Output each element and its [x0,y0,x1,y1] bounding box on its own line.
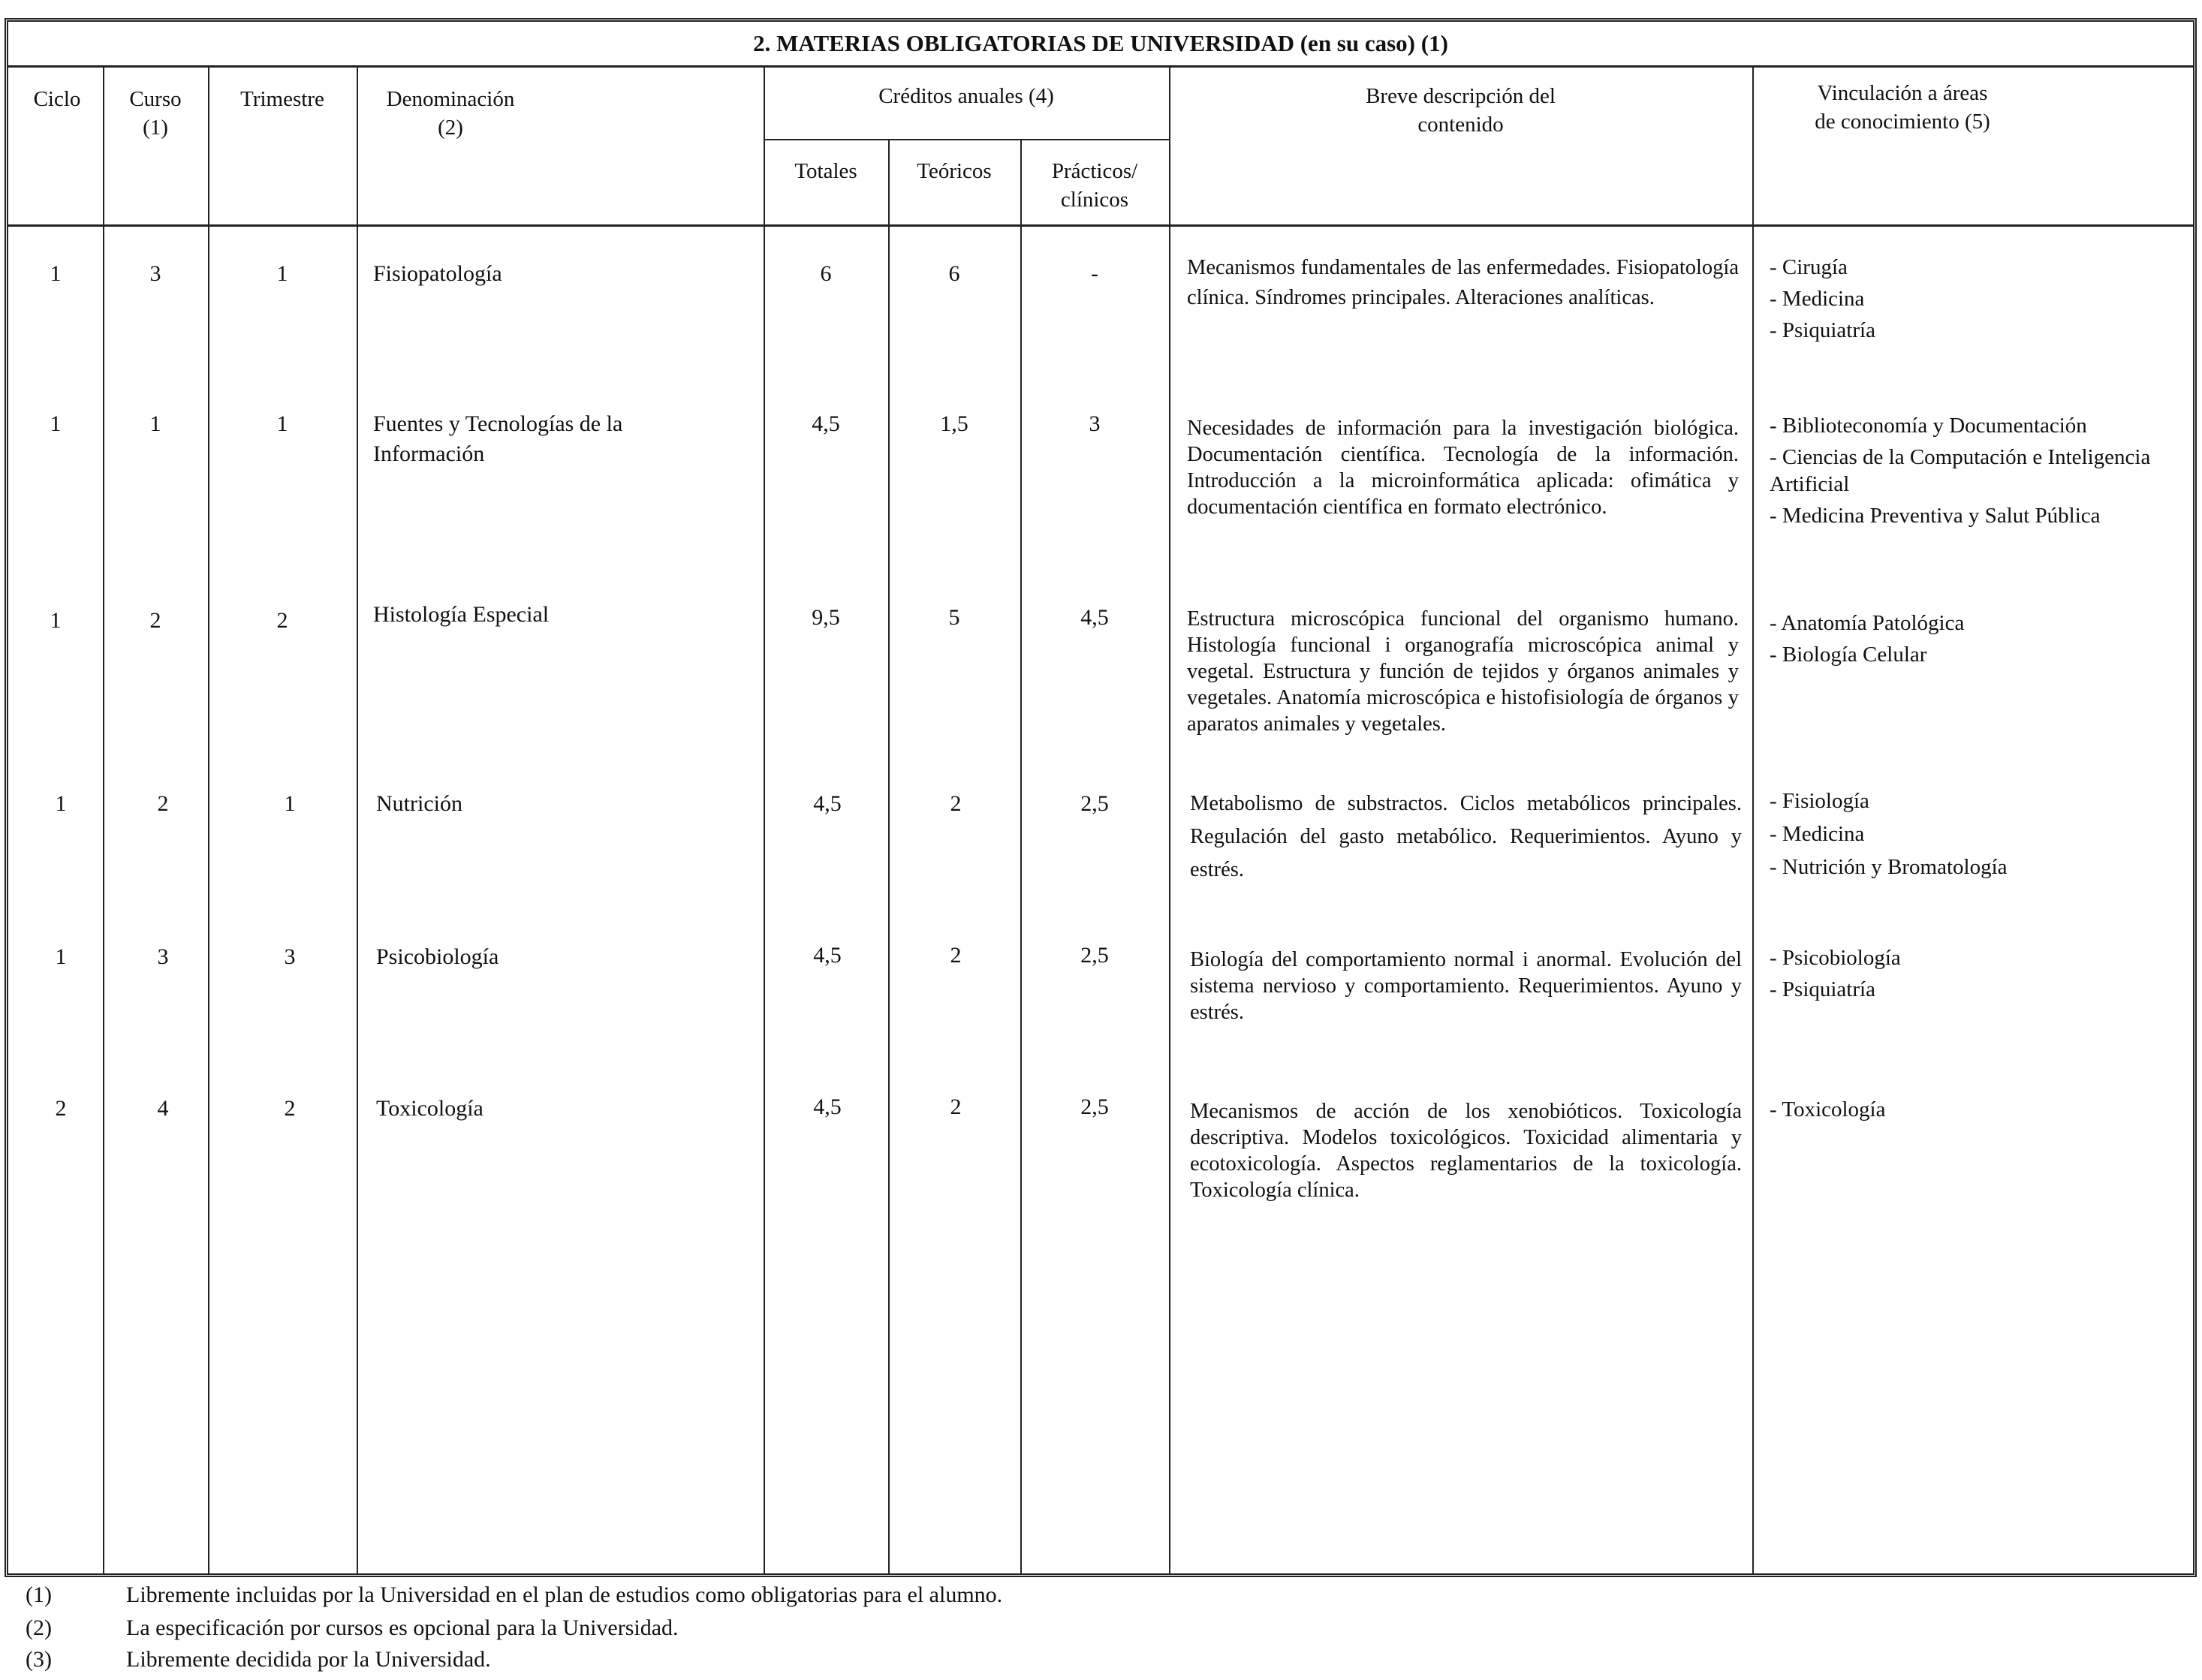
cell-ciclo: 1 [50,411,62,436]
cell-descripcion: Mecanismos fundamentales de las enfermedades. Fisiopatología clínica. Síndromes principales. Alteraciones analíticas. [1187,256,1739,309]
footnote-text: Libremente incluidas por la Universidad en el plan de estudios como obligatorias para el alumno. [126,1582,1003,1607]
area-item: - Cirugía [1770,255,1848,279]
cell-denominacion: Fuentes y Tecnologías de la Información [373,411,623,466]
header-creditos: Créditos anuales (4) [878,84,1054,108]
cell-descripcion: Mecanismos de acción de los xenobióticos. Toxicología descriptiva. Modelos toxicológicos. Toxicidad alimentaria y ecotoxicología. Aspectos reglamentarios de la toxicología. Toxicología clínica. [1190,1100,1742,1202]
area-item: - Biología Celular [1770,643,1927,667]
cell-totales: 4,5 [813,943,842,968]
cell-curso: 3 [157,944,169,969]
cell-trimestre: 2 [276,608,288,633]
cell-denominacion: Toxicología [376,1096,483,1121]
footnote-number: (1) [26,1582,52,1607]
cell-curso: 2 [149,608,161,633]
col-divider [208,65,209,1573]
header-ciclo: Ciclo [33,87,81,111]
header-vinculacion: Vinculación a áreas de conocimiento (5) [1815,81,1990,134]
cell-totales: 6 [820,261,832,286]
cell-curso: 3 [149,261,161,286]
cell-practicos: - [1091,261,1098,286]
area-item: - Anatomía Patológica [1770,611,1965,635]
footnote-number: (3) [26,1647,52,1672]
credits-subheader-divider [764,139,1169,140]
footnote [26,1645,491,1674]
cell-totales: 4,5 [813,1094,842,1119]
header-trimestre: Trimestre [240,87,324,111]
cell-trimestre: 1 [276,261,288,286]
col-divider [764,65,765,1573]
cell-curso: 4 [157,1096,169,1121]
cell-practicos: 4,5 [1080,605,1109,630]
cell-areas [1770,942,2190,1005]
area-item: - Psiquiatría [1770,318,1875,342]
cell-denominacion: Psicobiología [376,944,499,969]
cell-areas [1770,607,2190,670]
cell-denominacion: Histología Especial [373,602,550,627]
cell-teoricos: 6 [948,261,960,286]
cell-areas [1770,251,2190,346]
cell-ciclo: 1 [55,791,67,816]
header-totales: Totales [794,159,857,183]
cell-curso: 1 [149,411,161,436]
header-divider [8,224,2193,227]
table-title: 2. MATERIAS OBLIGATORIAS DE UNIVERSIDAD (en su caso) (1) [8,22,2193,68]
area-item: - Psicobiología [1770,946,1901,970]
header-practicos: Prácticos/ clínicos [1051,159,1138,212]
area-item: - Ciencias de la Computación e Inteligencia Artificial [1770,445,2151,496]
cell-trimestre: 3 [284,944,296,969]
area-item: - Fisiología [1770,789,1869,813]
cell-practicos: 2,5 [1080,1094,1109,1119]
cell-descripcion: Metabolismo de substractos. Ciclos metabólicos principales. Regulación del gasto metabólico. Requerimientos. Ayuno y estrés. [1190,792,1742,881]
header-curso: Curso (1) [129,87,182,140]
area-item: - Medicina Preventiva y Salut Pública [1770,504,2101,528]
cell-totales: 9,5 [812,605,840,630]
col-divider [357,65,358,1573]
cell-trimestre: 1 [276,411,288,436]
footnote-text: Libremente decidida por la Universidad. [126,1647,491,1672]
cell-descripcion: Biología del comportamiento normal i anormal. Evolución del sistema nervioso y comportamiento. Requerimientos. Ayuno y estrés. [1190,948,1742,1024]
cell-ciclo: 1 [50,608,62,633]
footnote-number: (2) [26,1615,52,1640]
header-denominacion: Denominación (2) [386,87,515,140]
area-item: - Psiquiatría [1770,977,1875,1001]
footnote [26,1614,679,1642]
cell-descripcion: Estructura microscópica funcional del organismo humano. Histología funcional i organografía microscópica animal y vegetal. Estructura y función de tejidos y órganos animales y vegetales. Anatomía microscópica e histofisiología de órganos y aparatos animales y vegetales. [1187,607,1739,736]
col-divider [1169,65,1170,1573]
cell-teoricos: 1,5 [940,411,968,436]
cell-areas [1770,411,2190,531]
cell-totales: 4,5 [812,411,840,436]
col-divider [888,139,890,1573]
cell-ciclo: 1 [50,261,62,286]
header-descripcion: Breve descripción del contenido [1366,84,1556,137]
area-item: - Medicina [1770,287,1865,311]
cell-teoricos: 2 [950,791,962,816]
col-divider [103,65,104,1573]
cell-denominacion: Fisiopatología [373,261,502,286]
area-item: - Nutrición y Bromatología [1770,855,2008,879]
col-divider [1020,139,1022,1573]
cell-denominacion: Nutrición [376,791,462,816]
area-item: - Toxicología [1770,1097,1886,1122]
area-item: - Biblioteconomía y Documentación [1770,414,2087,438]
cell-totales: 4,5 [813,791,842,816]
cell-descripcion: Necesidades de información para la investigación biológica. Documentación científica. Tecnología de la información. Introducción a la microinformática aplicada: ofimática y documentación científica en formato electrónico. [1187,417,1739,519]
cell-teoricos: 2 [950,943,962,968]
cell-practicos: 2,5 [1080,791,1109,816]
cell-curso: 2 [157,791,169,816]
cell-practicos: 2,5 [1080,943,1109,968]
subjects-table [5,18,2197,1577]
area-item: - Medicina [1770,822,1865,846]
header-teoricos: Teóricos [917,159,992,183]
cell-trimestre: 2 [284,1096,296,1121]
cell-practicos: 3 [1089,411,1101,436]
footnote-text: La especificación por cursos es opcional para la Universidad. [126,1615,679,1640]
cell-teoricos: 2 [950,1094,962,1119]
cell-teoricos: 5 [948,605,960,630]
cell-areas [1770,784,2190,884]
col-divider [1752,65,1754,1573]
footnote [26,1581,1002,1609]
cell-areas [1770,1094,2190,1125]
cell-ciclo: 2 [55,1096,67,1121]
cell-trimestre: 1 [284,791,296,816]
cell-ciclo: 1 [55,944,67,969]
